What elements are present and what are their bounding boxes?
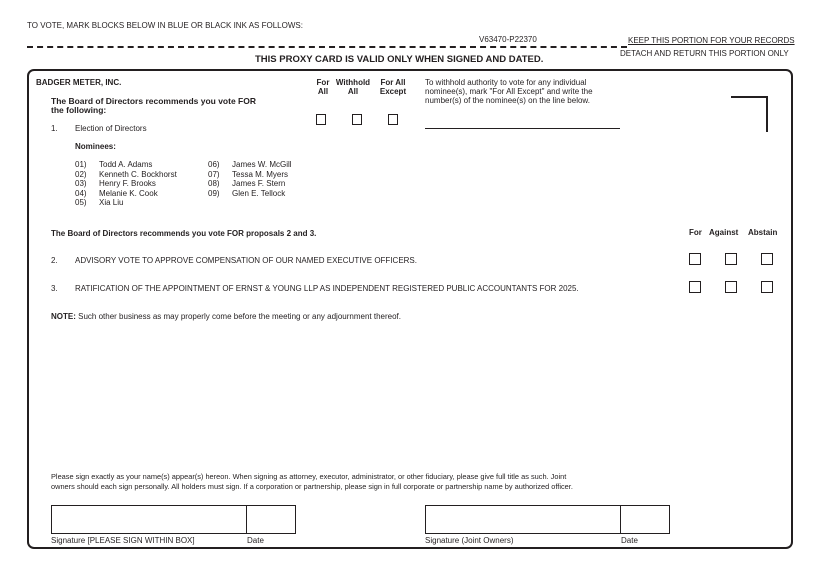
nominee-exception-line[interactable]	[425, 128, 620, 129]
proposal-3-abstain-checkbox[interactable]	[761, 281, 773, 293]
nominee-name: Kenneth C. Bockhorst	[99, 169, 177, 179]
proposal-2-number: 2.	[51, 256, 58, 265]
nominee-name: Todd A. Adams	[99, 160, 153, 169]
nominee-name: James W. McGill	[232, 160, 292, 169]
signature-date-divider	[246, 505, 247, 534]
detach-line	[27, 46, 627, 48]
for-all-except-header: For All Except	[379, 78, 407, 96]
nominee-number: 02)	[75, 169, 87, 179]
signature-box[interactable]	[51, 505, 296, 534]
vote-instruction: TO VOTE, MARK BLOCKS BELOW IN BLUE OR BLACK INK AS FOLLOWS:	[27, 21, 303, 30]
nominee-name: Melanie K. Cook	[99, 188, 158, 198]
for-header: For	[689, 228, 702, 237]
detach-portion-label: DETACH AND RETURN THIS PORTION ONLY	[620, 49, 789, 58]
for-all-header: For All	[316, 78, 330, 96]
joint-signature-label: Signature (Joint Owners)	[425, 536, 514, 545]
proposal-2-abstain-checkbox[interactable]	[761, 253, 773, 265]
validity-notice: THIS PROXY CARD IS VALID ONLY WHEN SIGNED AND DATED.	[255, 54, 544, 65]
control-number: V63470-P22370	[476, 35, 540, 44]
company-name: BADGER METER, INC.	[36, 78, 122, 87]
keep-portion-label: KEEP THIS PORTION FOR YOUR RECORDS	[628, 36, 795, 45]
nominee-name: Henry F. Brooks	[99, 179, 156, 188]
nominee-number: 08)	[208, 179, 220, 188]
proposal-3-number: 3.	[51, 284, 58, 293]
note-text: Such other business as may properly come before the meeting or any adjournment thereof.	[78, 312, 401, 321]
board-recommendation-2: The Board of Directors recommends you vote FOR proposals 2 and 3.	[51, 229, 317, 238]
proposal-3-text: RATIFICATION OF THE APPOINTMENT OF ERNST & YOUNG LLP AS INDEPENDENT REGISTERED PUBLIC ACCOUNTANTS FOR 2025.	[75, 284, 579, 293]
proposal-2-for-checkbox[interactable]	[689, 253, 701, 265]
registration-corner-mark	[731, 96, 768, 132]
nominee-number: 05)	[75, 198, 87, 207]
nominee-number: 03)	[75, 179, 87, 188]
withhold-instruction: To withhold authority to vote for any individual nominee(s), mark "For All Except" and write the number(s) of the nominee(s) on the line below.	[425, 78, 593, 105]
nominee-name: Xia Liu	[99, 198, 124, 207]
item-1-label: Election of Directors	[75, 124, 147, 133]
proposal-2-text: ADVISORY VOTE TO APPROVE COMPENSATION OF OUR NAMED EXECUTIVE OFFICERS.	[75, 256, 417, 265]
board-recommendation-1: The Board of Directors recommends you vote FOR	[51, 96, 256, 106]
item-1-number: 1.	[51, 124, 58, 133]
nominees-heading: Nominees:	[75, 142, 116, 151]
note-label: NOTE:	[51, 312, 76, 321]
proposal-2-against-checkbox[interactable]	[725, 253, 737, 265]
nominee-name: Glen E. Tellock	[232, 188, 286, 198]
nominee-number: 01)	[75, 160, 87, 169]
nominee-number: 07)	[208, 169, 220, 179]
withhold-all-header: Withhold All	[335, 78, 371, 96]
nominee-number: 06)	[208, 160, 220, 169]
nominee-number: 04)	[75, 188, 87, 198]
signing-instructions: Please sign exactly as your name(s) appear(s) hereon. When signing as attorney, executor, administrator, or other fiduciary, please give full title as such. Joint owners should each sign personally. All holders must sign. If a corporation or partnership, please sign in full corporate or partnership name by authorized officer.	[51, 472, 573, 491]
joint-signature-box[interactable]	[425, 505, 670, 534]
date-label: Date	[247, 536, 264, 545]
signature-label: Signature [PLEASE SIGN WITHIN BOX]	[51, 536, 195, 545]
note	[51, 312, 401, 321]
proposal-3-against-checkbox[interactable]	[725, 281, 737, 293]
nominee-number: 09)	[208, 188, 220, 198]
nominee-name: Tessa M. Myers	[232, 169, 289, 179]
proposal-3-for-checkbox[interactable]	[689, 281, 701, 293]
against-header: Against	[709, 228, 739, 237]
joint-signature-date-divider	[620, 505, 621, 534]
board-recommendation-1b: the following:	[51, 105, 107, 115]
abstain-header: Abstain	[748, 228, 778, 237]
for-all-except-checkbox[interactable]	[388, 114, 398, 125]
nominee-name: James F. Stern	[232, 179, 286, 188]
joint-date-label: Date	[621, 536, 638, 545]
withhold-all-checkbox[interactable]	[352, 114, 362, 125]
for-all-checkbox[interactable]	[316, 114, 326, 125]
